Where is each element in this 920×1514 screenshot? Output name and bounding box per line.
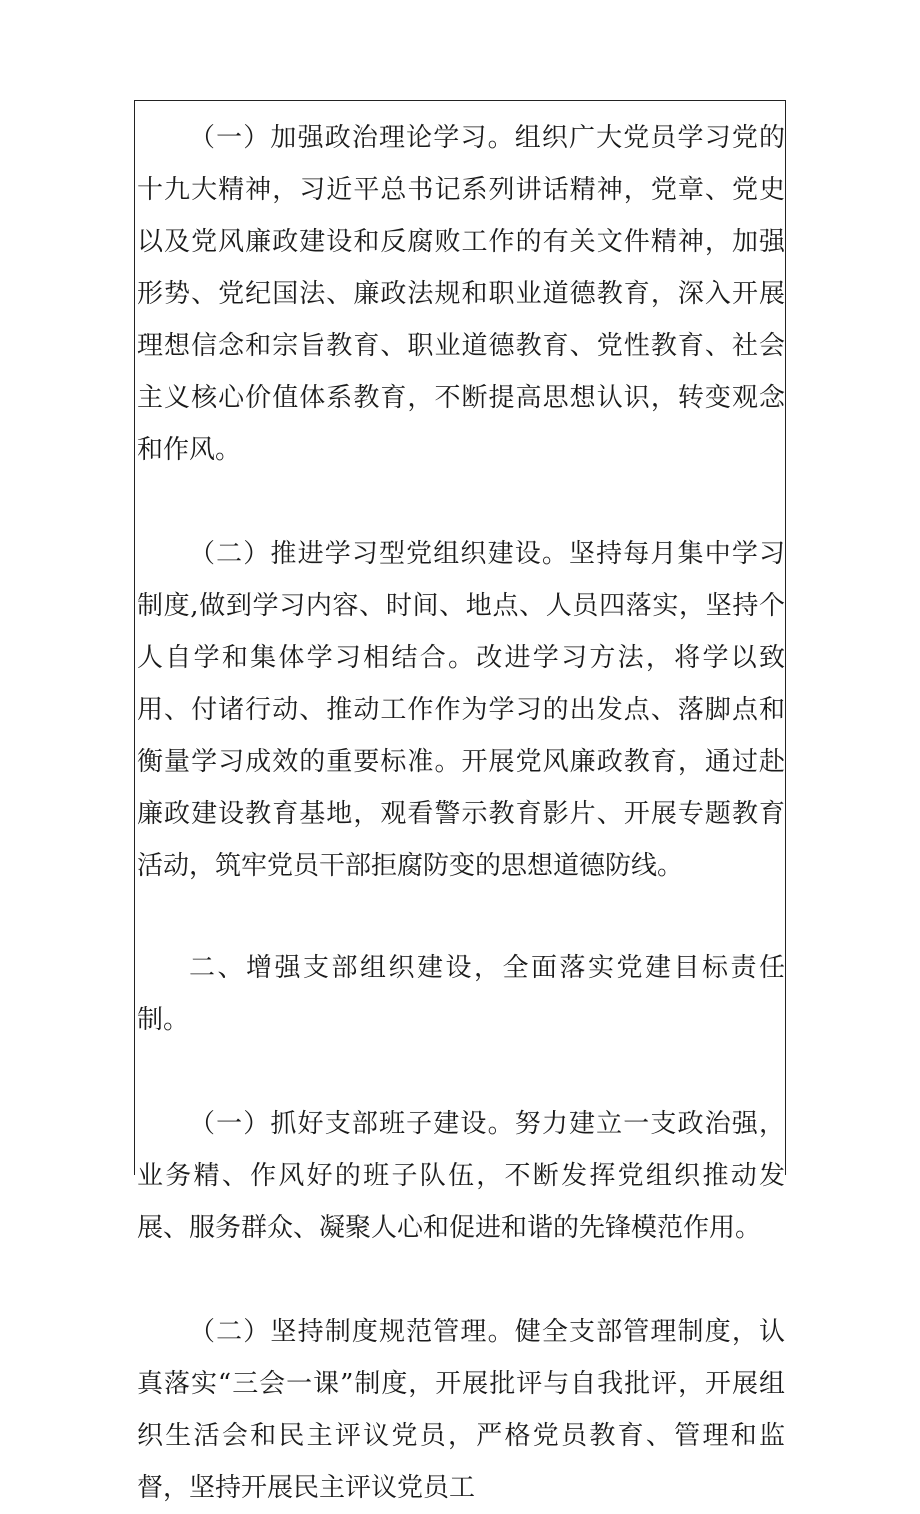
section-heading-branch-organization: 二、增强支部组织建设，全面落实党建目标责任制。 (137, 953, 785, 1035)
paragraph-spacer (137, 476, 785, 528)
paragraph-branch-team-building: （一）抓好支部班子建设。努力建立一支政治强，业务精、作风好的班子队伍，不断发挥党组织推动发展、服务群众、凝聚人心和促进和谐的先锋模范作用。 (137, 1109, 785, 1243)
paragraph-political-theory-study: （一）加强政治理论学习。组织广大党员学习党的十九大精神，习近平总书记系列讲话精神，党章、党史以及党风廉政建设和反腐败工作的有关文件精神，加强形势、党纪国法、廉政法规和职业道德教育，深入开展理想信念和宗旨教育、职业道德教育、党性教育、社会主义核心价值体系教育，不断提高思想认识，转变观念和作风。 (137, 123, 785, 465)
paragraph-institutional-management: （二）坚持制度规范管理。健全支部管理制度，认真落实“三会一课”制度，开展批评与自我批评，开展组织生活会和民主评议党员，严格党员教育、管理和监督，坚持开展民主评议党员工 (137, 1317, 785, 1503)
paragraph-spacer (137, 1254, 785, 1306)
paragraph-spacer (137, 892, 785, 942)
document-body (137, 112, 785, 1514)
paragraph-learning-organization: （二）推进学习型党组织建设。坚持每月集中学习制度,做到学习内容、时间、地点、人员四落实，坚持个人自学和集体学习相结合。改进学习方法，将学以致用、付诸行动、推动工作作为学习的出发点、落脚点和衡量学习成效的重要标准。开展党风廉政教育，通过赴廉政建设教育基地，观看警示教育影片、开展专题教育活动，筑牢党员干部拒腐防变的思想道德防线。 (137, 539, 785, 881)
paragraph-spacer (137, 1046, 785, 1098)
